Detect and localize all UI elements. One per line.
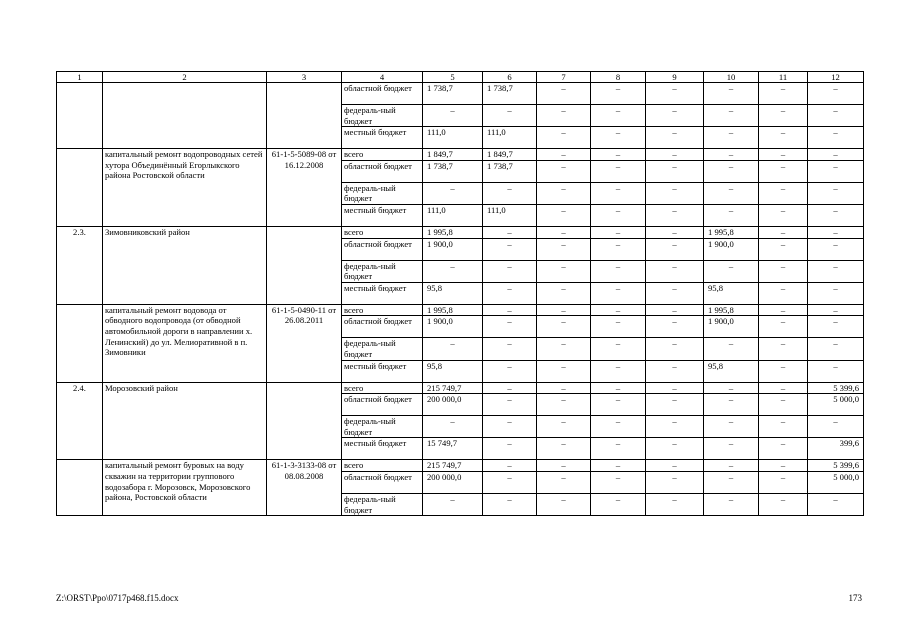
funding-source-cell: федераль-ный бюджет [342,338,423,360]
funding-source-cell: местный бюджет [342,127,423,149]
value-cell: – [423,260,483,282]
value-cell: – [704,416,759,438]
funding-source-cell: областной бюджет [342,394,423,416]
value-cell: – [646,304,704,316]
value-cell: – [646,260,704,282]
value-cell: – [591,160,646,182]
value-cell: 95,8 [423,360,483,382]
funding-source-cell: областной бюджет [342,160,423,182]
page-number: 173 [848,593,862,603]
value-cell: 1 995,8 [423,304,483,316]
table-row [57,382,864,394]
funding-source-cell: местный бюджет [342,204,423,226]
col-header: 10 [704,72,759,83]
value-cell: 5 399,6 [808,460,864,472]
value-cell: – [483,460,537,472]
value-cell: – [808,83,864,105]
object-name-cell: капитальный ремонт буровых на воду скважин на территории группового водозабора г. Морозовск, Морозовского района, Ростовской области [103,460,267,516]
value-cell: – [483,438,537,460]
object-name-cell: Морозовский район [103,382,267,460]
value-cell: 200 000,0 [423,394,483,416]
value-cell: – [591,338,646,360]
value-cell: – [646,226,704,238]
col-header: 3 [267,72,342,83]
value-cell: – [759,382,808,394]
header-row [57,72,864,83]
value-cell: – [646,149,704,161]
value-cell: – [646,127,704,149]
document-path: Z:\ORST\Ppo\0717p468.f15.docx [56,593,179,603]
value-cell: – [759,160,808,182]
value-cell: – [759,182,808,204]
value-cell: – [483,394,537,416]
value-cell: – [646,394,704,416]
value-cell: – [537,238,591,260]
value-cell: – [591,360,646,382]
value-cell: 1 738,7 [483,83,537,105]
value-cell: – [704,338,759,360]
value-cell: – [483,360,537,382]
value-cell: – [646,282,704,304]
value-cell: 1 995,8 [704,304,759,316]
value-cell: – [759,304,808,316]
value-cell: – [591,316,646,338]
value-cell: – [646,160,704,182]
value-cell: – [704,382,759,394]
value-cell: – [483,226,537,238]
value-cell: 5 000,0 [808,471,864,493]
value-cell: – [591,471,646,493]
value-cell: – [483,282,537,304]
row-number-cell [57,83,103,149]
row-number-cell [57,149,103,227]
value-cell: – [646,416,704,438]
value-cell: – [808,338,864,360]
value-cell: – [704,471,759,493]
value-cell: – [591,394,646,416]
value-cell: – [646,182,704,204]
table-row [57,460,864,472]
value-cell: – [591,304,646,316]
value-cell: – [759,204,808,226]
value-cell: – [537,460,591,472]
value-cell: – [537,282,591,304]
funding-source-cell: всего [342,149,423,161]
value-cell: – [646,238,704,260]
funding-source-cell: всего [342,226,423,238]
value-cell: – [759,83,808,105]
row-number-cell [57,460,103,516]
funding-source-cell: всего [342,382,423,394]
value-cell: – [537,360,591,382]
value-cell: – [591,204,646,226]
value-cell: – [759,493,808,515]
value-cell: – [537,105,591,127]
row-number-cell: 2.4. [57,382,103,460]
value-cell: – [646,338,704,360]
funding-source-cell: федераль-ный бюджет [342,493,423,515]
value-cell: – [423,182,483,204]
value-cell: – [759,394,808,416]
value-cell: – [537,382,591,394]
funding-source-cell: всего [342,460,423,472]
value-cell: – [646,83,704,105]
funding-source-cell: областной бюджет [342,83,423,105]
value-cell: – [808,304,864,316]
value-cell: – [423,416,483,438]
value-cell: – [808,316,864,338]
value-cell: – [591,127,646,149]
registration-cell [267,226,342,304]
value-cell: – [537,316,591,338]
value-cell: – [704,127,759,149]
value-cell: 5 399,6 [808,382,864,394]
value-cell: – [537,493,591,515]
col-header: 7 [537,72,591,83]
table-row [57,149,864,161]
value-cell: – [591,282,646,304]
value-cell: – [591,149,646,161]
table-body [57,72,864,516]
value-cell: – [704,204,759,226]
value-cell: – [808,360,864,382]
value-cell: – [759,338,808,360]
col-header: 5 [423,72,483,83]
value-cell: – [759,105,808,127]
value-cell: – [646,471,704,493]
value-cell: – [646,105,704,127]
value-cell: – [537,149,591,161]
value-cell: – [808,493,864,515]
col-header: 11 [759,72,808,83]
value-cell: – [537,83,591,105]
value-cell: – [704,394,759,416]
value-cell: – [591,493,646,515]
value-cell: 5 000,0 [808,394,864,416]
funding-source-cell: местный бюджет [342,438,423,460]
value-cell: – [759,226,808,238]
object-name-cell: капитальный ремонт водовода от обводного водопровода (от обводной автомобильной дороги в направлении х. Ленинский) до ул. Мелиоративной в п. Зимовники [103,304,267,382]
value-cell: – [759,438,808,460]
value-cell: – [808,238,864,260]
row-number-cell: 2.3. [57,226,103,304]
value-cell: – [646,460,704,472]
value-cell: 95,8 [423,282,483,304]
value-cell: – [704,83,759,105]
value-cell: – [591,238,646,260]
funding-source-cell: областной бюджет [342,316,423,338]
value-cell: – [808,160,864,182]
col-header: 2 [103,72,267,83]
value-cell: 399,6 [808,438,864,460]
value-cell: – [759,360,808,382]
row-number-cell [57,304,103,382]
value-cell: – [808,416,864,438]
registration-cell: 61-1-5-0490-11 от 26.08.2011 [267,304,342,382]
funding-source-cell: местный бюджет [342,282,423,304]
value-cell: – [537,226,591,238]
value-cell: 1 738,7 [423,83,483,105]
value-cell: – [759,460,808,472]
value-cell: 1 738,7 [423,160,483,182]
value-cell: – [808,127,864,149]
value-cell: 111,0 [483,127,537,149]
value-cell: – [646,382,704,394]
value-cell: 1 900,0 [423,238,483,260]
registration-cell [267,382,342,460]
value-cell: – [591,182,646,204]
value-cell: 1 900,0 [704,238,759,260]
value-cell: – [483,238,537,260]
value-cell: – [483,304,537,316]
registration-cell [267,83,342,149]
value-cell: – [537,260,591,282]
value-cell: – [591,382,646,394]
table-row [57,304,864,316]
value-cell: 95,8 [704,360,759,382]
value-cell: – [759,471,808,493]
value-cell: – [483,493,537,515]
budget-table [56,71,864,516]
object-name-cell [103,83,267,149]
value-cell: – [704,105,759,127]
funding-source-cell: местный бюджет [342,360,423,382]
value-cell: – [759,416,808,438]
value-cell: – [591,416,646,438]
value-cell: – [423,338,483,360]
funding-source-cell: федераль-ный бюджет [342,260,423,282]
value-cell: – [759,238,808,260]
value-cell: – [704,149,759,161]
col-header: 4 [342,72,423,83]
value-cell: – [646,316,704,338]
value-cell: – [808,260,864,282]
value-cell: – [483,416,537,438]
object-name-cell: Зимовниковский район [103,226,267,304]
value-cell: – [537,127,591,149]
value-cell: – [646,493,704,515]
value-cell: 111,0 [483,204,537,226]
value-cell: – [704,160,759,182]
value-cell: 95,8 [704,282,759,304]
value-cell: – [423,105,483,127]
value-cell: 200 000,0 [423,471,483,493]
value-cell: – [704,182,759,204]
value-cell: – [423,493,483,515]
col-header: 8 [591,72,646,83]
value-cell: 215 749,7 [423,460,483,472]
funding-source-cell: всего [342,304,423,316]
value-cell: 1 900,0 [423,316,483,338]
col-header: 12 [808,72,864,83]
value-cell: – [704,260,759,282]
value-cell: – [808,282,864,304]
value-cell: – [483,338,537,360]
value-cell: – [483,471,537,493]
value-cell: 1 995,8 [423,226,483,238]
object-name-cell: капитальный ремонт водопроводных сетей хутора Объединённый Егорлыкского района Ростовской области [103,149,267,227]
value-cell: – [537,182,591,204]
value-cell: 1 995,8 [704,226,759,238]
col-header: 9 [646,72,704,83]
value-cell: – [537,204,591,226]
value-cell: – [537,304,591,316]
value-cell: – [759,260,808,282]
value-cell: – [808,226,864,238]
value-cell: – [808,204,864,226]
value-cell: 111,0 [423,127,483,149]
value-cell: – [483,260,537,282]
value-cell: – [483,316,537,338]
value-cell: – [808,105,864,127]
value-cell: 1 849,7 [483,149,537,161]
value-cell: – [646,438,704,460]
funding-source-cell: областной бюджет [342,238,423,260]
value-cell: – [591,460,646,472]
value-cell: – [591,83,646,105]
funding-source-cell: федераль-ный бюджет [342,105,423,127]
registration-cell: 61-1-5-5089-08 от 16.12.2008 [267,149,342,227]
value-cell: – [704,438,759,460]
value-cell: – [759,127,808,149]
table-row [57,83,864,105]
value-cell: 111,0 [423,204,483,226]
value-cell: – [704,493,759,515]
value-cell: – [759,316,808,338]
value-cell: – [483,382,537,394]
value-cell: – [591,105,646,127]
value-cell: 1 900,0 [704,316,759,338]
funding-source-cell: федераль-ный бюджет [342,416,423,438]
value-cell: – [537,394,591,416]
value-cell: – [591,438,646,460]
funding-source-cell: областной бюджет [342,471,423,493]
value-cell: – [759,282,808,304]
value-cell: 1 738,7 [483,160,537,182]
value-cell: 215 749,7 [423,382,483,394]
value-cell: – [537,416,591,438]
col-header: 6 [483,72,537,83]
value-cell: – [704,460,759,472]
value-cell: – [591,226,646,238]
value-cell: 1 849,7 [423,149,483,161]
value-cell: – [591,260,646,282]
value-cell: – [808,149,864,161]
value-cell: – [808,182,864,204]
table-row [57,226,864,238]
value-cell: – [646,360,704,382]
value-cell: – [537,160,591,182]
value-cell: – [759,149,808,161]
col-header: 1 [57,72,103,83]
funding-source-cell: федераль-ный бюджет [342,182,423,204]
value-cell: – [537,338,591,360]
value-cell: – [537,438,591,460]
registration-cell: 61-1-3-3133-08 от 08.08.2008 [267,460,342,516]
value-cell: 15 749,7 [423,438,483,460]
value-cell: – [537,471,591,493]
value-cell: – [483,105,537,127]
value-cell: – [646,204,704,226]
value-cell: – [483,182,537,204]
